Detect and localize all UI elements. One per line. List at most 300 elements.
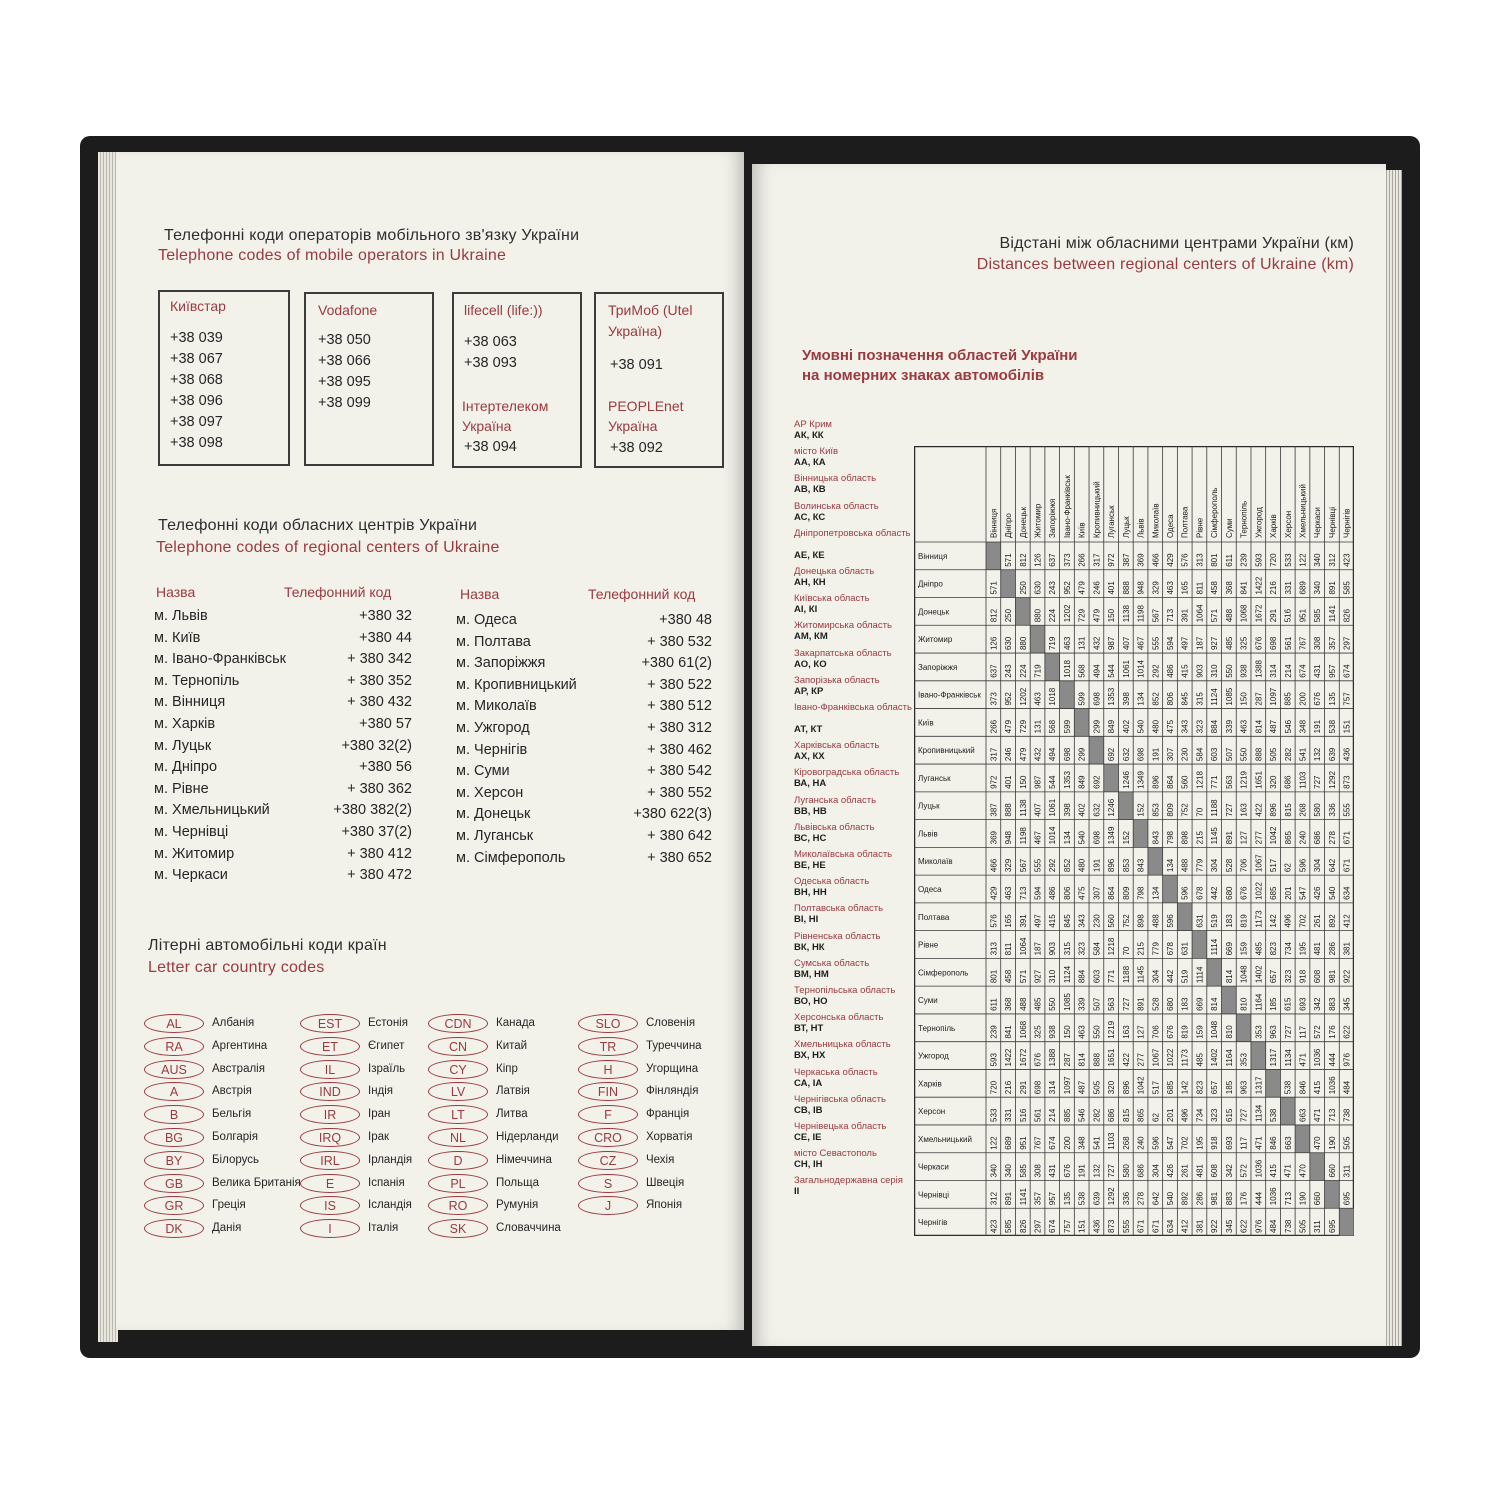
region-name: Одеська область (794, 876, 870, 888)
region-name: Дніпропетровська область (794, 527, 911, 539)
distance-value: 426 (1313, 886, 1323, 900)
distance-value: 1085 (1062, 993, 1072, 1011)
phone-code: +380 622(3) (633, 806, 712, 823)
row-city-label: Чернівці (918, 1190, 950, 1200)
distance-value: 880 (1018, 636, 1028, 651)
row-city-label: Миколаїв (918, 857, 953, 867)
distance-value: 494 (1092, 664, 1102, 678)
distance-value: 1018 (1062, 660, 1072, 678)
distance-value: 632 (1092, 803, 1102, 817)
distance-value: 686 (1313, 831, 1323, 845)
distance-value: 132 (1092, 1164, 1102, 1178)
region-name: Полтавська область (794, 903, 884, 915)
distance-value: 1349 (1107, 826, 1117, 845)
distance-value: 215 (1195, 831, 1205, 845)
distance-value: 779 (1151, 942, 1161, 956)
distance-value: 1173 (1180, 1049, 1190, 1067)
distance-value: 150 (1062, 1025, 1072, 1039)
distance-value: 896 (1107, 858, 1117, 873)
distance-value: 497 (1180, 636, 1190, 651)
country-code-badge: PL (428, 1174, 488, 1193)
distance-value: 948 (1004, 831, 1014, 845)
distance-value: 340 (989, 1164, 999, 1178)
column-city-label: Миколаїв (1151, 503, 1161, 538)
distance-value: 981 (1210, 1191, 1220, 1206)
distance-value: 470 (1298, 1164, 1308, 1178)
country-name: Франція (646, 1108, 690, 1121)
country-codes-title-en: Letter car country codes (148, 959, 325, 976)
column-header-code: Телефонний код (588, 586, 696, 602)
distance-value: 727 (1224, 803, 1234, 817)
distance-value: 547 (1298, 886, 1308, 900)
distance-value: 152 (1121, 831, 1131, 845)
country-code-badge: F (578, 1105, 638, 1124)
row-city-label: Херсон (918, 1107, 946, 1117)
distance-value: 132 (1313, 747, 1323, 762)
distance-value: 488 (1018, 997, 1028, 1011)
distance-value: 191 (1092, 858, 1102, 873)
distance-value: 727 (1313, 775, 1323, 789)
region-name: Житомирська область (794, 620, 892, 632)
phone-code: +380 44 (359, 629, 412, 646)
distance-value: 479 (1092, 608, 1102, 623)
distance-value: 325 (1033, 1025, 1043, 1039)
distance-value: 339 (1077, 997, 1087, 1011)
distance-value: 415 (1180, 664, 1190, 678)
distance-value: 952 (1004, 692, 1014, 706)
country-code-badge: IL (300, 1060, 360, 1079)
distance-value: 865 (1283, 831, 1293, 845)
city-name: м. Сімферополь (456, 849, 566, 866)
operator-name: ТриМоб (Utel Україна) (608, 302, 693, 339)
distance-value: 622 (1342, 1025, 1352, 1039)
region-plate-codes: ВІ, НІ (794, 914, 819, 926)
diagonal-cell (1295, 1125, 1310, 1153)
mobile-title-ua: Телефонні коди операторів мобільного зв'язку України (164, 227, 580, 244)
distance-value: 150 (1239, 692, 1249, 706)
distance-value: 1651 (1254, 771, 1264, 789)
distance-value: 239 (989, 1025, 999, 1039)
distance-value: 767 (1033, 1136, 1043, 1150)
left-page (116, 152, 744, 1330)
distance-value: 843 (1136, 858, 1146, 873)
country-code-badge: S (578, 1174, 638, 1193)
column-city-label: Житомир (1033, 503, 1043, 538)
phone-code: + 380 412 (347, 845, 412, 862)
distance-value: 126 (1033, 553, 1043, 567)
diagonal-cell (1325, 1180, 1340, 1208)
distance-value: 678 (1166, 942, 1175, 956)
operator-name: Інтертелеком Україна (462, 398, 549, 434)
distance-value: 463 (1239, 719, 1249, 734)
distance-value: 686 (1107, 1108, 1117, 1122)
distance-value: 798 (1136, 886, 1146, 900)
distance-value: 1022 (1166, 1048, 1175, 1067)
distance-value: 429 (1166, 553, 1175, 567)
distance-value: 310 (1048, 969, 1058, 984)
diagonal-cell (1118, 792, 1133, 820)
distance-value: 563 (1224, 775, 1234, 789)
distance-value: 987 (1033, 775, 1043, 789)
distance-value: 927 (1033, 969, 1043, 984)
distance-value: 560 (1107, 914, 1117, 928)
distance-value: 713 (1018, 886, 1028, 900)
country-code-badge: H (578, 1060, 638, 1079)
distance-value: 152 (1136, 803, 1146, 817)
distance-value: 734 (1195, 1108, 1205, 1122)
distance-value: 1219 (1239, 771, 1249, 789)
distance-value: 798 (1166, 831, 1175, 845)
operator-code: +38 091 (610, 357, 663, 373)
distance-value: 407 (1033, 803, 1043, 817)
city-name: м. Дніпро (154, 759, 218, 776)
distance-value: 308 (1033, 1164, 1043, 1178)
distance-value: 496 (1180, 1108, 1190, 1122)
distance-value: 631 (1195, 914, 1205, 928)
region-name: Івано-Франківська область (794, 702, 912, 713)
distance-value: 841 (1239, 581, 1249, 595)
region-plate-codes: ВО, НО (794, 996, 828, 1007)
distance-value: 596 (1151, 1136, 1161, 1150)
distance-value: 191 (1077, 1164, 1087, 1178)
distance-value: 680 (1166, 997, 1175, 1011)
distance-value: 471 (1254, 1136, 1264, 1150)
column-city-label: Черкаси (1313, 507, 1323, 538)
column-city-label: Луцьк (1121, 516, 1131, 538)
operator-code: +38 093 (464, 355, 517, 371)
row-city-label: Полтава (918, 912, 950, 922)
distance-value: 391 (1018, 914, 1028, 928)
city-name: м. Івано-Франківськ (154, 651, 286, 668)
mobile-title-en: Telephone codes of mobile operators in Ukraine (158, 247, 507, 264)
distance-value: 315 (1062, 942, 1072, 956)
distance-value: 1134 (1283, 1049, 1293, 1067)
region-name: Сумська область (794, 957, 870, 969)
distance-value: 519 (1180, 969, 1190, 984)
distance-value: 134 (1062, 831, 1072, 845)
distance-value: 387 (989, 803, 999, 817)
distance-value: 1036 (1254, 1159, 1264, 1178)
distance-value: 853 (1151, 803, 1161, 817)
distance-value: 898 (1136, 914, 1146, 928)
distance-value: 191 (1313, 719, 1323, 734)
distance-value: 885 (1283, 692, 1293, 706)
distances-title-ua: Відстані між обласними центрами України (км) (999, 235, 1354, 252)
distance-value: 311 (1342, 1164, 1352, 1178)
distance-value: 713 (1327, 1108, 1337, 1122)
phone-code: +380 37(2) (341, 824, 412, 840)
country-name: Кіпр (496, 1062, 518, 1075)
region-plate-codes: АК, КК (794, 430, 824, 441)
city-name: м. Суми (456, 763, 510, 780)
distance-value: 458 (1004, 969, 1014, 984)
distance-value: 678 (1195, 886, 1205, 900)
distance-value: 488 (1180, 858, 1190, 873)
distance-value: 814 (1254, 719, 1264, 734)
distance-value: 1048 (1210, 1020, 1220, 1039)
country-code-badge: IS (300, 1196, 360, 1215)
distance-value: 1103 (1298, 771, 1308, 789)
distance-value: 479 (1077, 581, 1087, 595)
country-name: Німеччина (496, 1153, 552, 1166)
distance-value: 176 (1239, 1191, 1249, 1206)
distance-value: 239 (1239, 553, 1249, 567)
distance-value: 544 (1107, 664, 1117, 678)
distance-value: 810 (1224, 1025, 1234, 1039)
distance-value: 163 (1121, 1025, 1131, 1039)
country-code-badge: AUS (144, 1060, 204, 1079)
country-name: Фінляндія (646, 1085, 699, 1098)
diagonal-cell (1030, 625, 1045, 653)
distance-value: 117 (1239, 1136, 1249, 1150)
distance-value: 826 (1018, 1219, 1028, 1233)
country-code-badge: EST (300, 1014, 360, 1033)
distance-value: 479 (1004, 719, 1014, 734)
distance-value: 517 (1269, 858, 1279, 873)
distance-value: 183 (1224, 914, 1234, 928)
distance-value: 823 (1269, 942, 1279, 956)
distance-value: 331 (1283, 581, 1293, 595)
distance-value: 250 (1004, 608, 1014, 623)
distance-value: 195 (1195, 1136, 1205, 1150)
distance-value: 541 (1298, 747, 1308, 762)
distance-value: 528 (1224, 858, 1234, 873)
country-code-badge: LV (428, 1082, 488, 1101)
region-plate-codes: ВА, НА (794, 778, 827, 790)
row-city-label: Черкаси (918, 1162, 949, 1172)
distance-value: 819 (1239, 914, 1249, 928)
operator-name: Vodafone (318, 302, 378, 318)
distance-value: 698 (1033, 1080, 1043, 1095)
distance-value: 484 (1269, 1219, 1279, 1233)
column-city-label: Вінниця (989, 508, 999, 538)
distance-value: 268 (1298, 803, 1308, 817)
row-city-label: Київ (918, 718, 934, 728)
distance-value: 957 (1327, 664, 1337, 678)
city-name: м. Тернопіль (154, 672, 240, 689)
distance-value: 845 (1180, 692, 1190, 706)
distance-value: 571 (1018, 969, 1028, 984)
column-header-name: Назва (156, 584, 196, 600)
page-edges-left (98, 152, 118, 1342)
distance-value: 538 (1327, 719, 1337, 734)
distance-value: 292 (1151, 664, 1161, 678)
country-name: Канада (496, 1017, 535, 1029)
distance-value: 436 (1092, 1219, 1102, 1233)
region-plate-codes: СВ, ІВ (794, 1104, 823, 1116)
distance-value: 150 (1018, 775, 1028, 789)
country-name: Хорватія (646, 1131, 693, 1143)
country-name: Словенія (646, 1017, 696, 1029)
distance-value: 1103 (1107, 1132, 1117, 1150)
distance-value: 369 (1136, 553, 1146, 567)
distance-value: 1651 (1107, 1048, 1117, 1067)
distance-value: 727 (1239, 1108, 1249, 1122)
distance-value: 720 (989, 1080, 999, 1095)
distance-value: 1068 (1018, 1020, 1028, 1039)
distance-value: 1219 (1107, 1020, 1117, 1039)
distance-value: 719 (1048, 636, 1058, 651)
distance-value: 134 (1136, 692, 1146, 706)
region-name: Київська область (794, 593, 870, 605)
row-city-label: Хмельницький (918, 1134, 972, 1144)
distance-value: 1202 (1062, 604, 1072, 623)
column-city-label: Херсон (1283, 510, 1293, 538)
distance-value: 516 (1018, 1108, 1028, 1122)
distance-value: 348 (1077, 1136, 1087, 1150)
distance-value: 676 (1166, 1025, 1175, 1039)
diagonal-cell (1192, 931, 1207, 959)
country-name: Латвія (496, 1085, 530, 1098)
distance-value: 680 (1224, 886, 1234, 900)
country-code-badge: NL (428, 1128, 488, 1147)
distance-value: 369 (989, 831, 999, 845)
distance-value: 485 (1033, 997, 1043, 1011)
country-code-badge: BY (144, 1151, 204, 1170)
distance-value: 811 (1004, 942, 1014, 956)
distance-value: 972 (989, 775, 999, 789)
distance-value: 343 (1180, 719, 1190, 734)
distance-value: 811 (1195, 581, 1205, 595)
row-city-label: Харків (918, 1079, 942, 1089)
diagonal-cell (1104, 764, 1119, 792)
plates-title-line2: на номерних знаках автомобілів (802, 367, 1045, 384)
diagonal-cell (1222, 986, 1237, 1014)
distance-value: 819 (1180, 1025, 1190, 1039)
distance-value: 277 (1136, 1053, 1146, 1067)
country-code-badge: TR (578, 1037, 638, 1056)
distance-value: 671 (1342, 831, 1352, 845)
distance-value: 671 (1136, 1219, 1146, 1233)
distance-value: 685 (1269, 886, 1279, 900)
distance-value: 1036 (1327, 1076, 1337, 1095)
operator-code: +38 063 (464, 334, 517, 350)
city-name: м. Луцьк (154, 737, 212, 754)
distance-value: 642 (1151, 1191, 1161, 1206)
distance-value: 475 (1166, 719, 1175, 734)
distance-value: 494 (1048, 747, 1058, 762)
distance-value: 292 (1048, 858, 1058, 873)
distance-value: 348 (1298, 719, 1308, 734)
distance-value: 127 (1239, 831, 1249, 845)
distance-value: 311 (1313, 1220, 1323, 1233)
distance-value: 698 (1062, 747, 1072, 762)
country-name: Туреччина (646, 1039, 702, 1052)
distance-value: 729 (1077, 608, 1087, 623)
distance-value: 1134 (1254, 1104, 1264, 1122)
distance-value: 669 (1195, 997, 1205, 1011)
phone-code: +380 32 (359, 608, 412, 624)
distance-value: 320 (1107, 1080, 1117, 1095)
distance-value: 841 (1004, 1025, 1014, 1039)
distance-value: 555 (1342, 803, 1352, 817)
distance-value: 246 (1092, 581, 1102, 595)
distance-value: 480 (1077, 858, 1087, 873)
distance-value: 550 (1239, 747, 1249, 762)
distance-value: 801 (1210, 553, 1220, 567)
column-city-label: Івано-Франківськ (1062, 475, 1072, 538)
operator-code: +38 098 (170, 435, 223, 451)
distance-value: 308 (1313, 636, 1323, 651)
distance-value: 642 (1327, 858, 1337, 873)
distance-value: 317 (989, 747, 999, 762)
distance-value: 738 (1342, 1108, 1352, 1122)
distance-value: 843 (1151, 831, 1161, 845)
distance-value: 135 (1327, 692, 1337, 706)
distance-value: 191 (1151, 747, 1161, 762)
distance-value: 734 (1283, 942, 1293, 956)
distance-value: 631 (1180, 942, 1190, 956)
distance-value: 567 (1018, 858, 1028, 873)
distance-value: 307 (1092, 886, 1102, 900)
distance-value: 471 (1283, 1164, 1293, 1178)
distance-value: 429 (989, 886, 999, 900)
distance-value: 195 (1298, 942, 1308, 956)
region-name: Рівненська область (794, 930, 881, 942)
distance-value: 567 (1151, 608, 1161, 623)
distance-value: 639 (1092, 1191, 1102, 1206)
distance-value: 486 (1048, 886, 1058, 900)
distance-value: 561 (1033, 1108, 1043, 1122)
distance-value: 336 (1121, 1191, 1131, 1206)
distance-value: 432 (1092, 636, 1102, 651)
distance-value: 845 (1062, 914, 1072, 928)
distance-value: 693 (1224, 1136, 1234, 1150)
country-name: Ізраїль (368, 1062, 406, 1075)
distance-value: 1124 (1062, 965, 1072, 984)
distance-value: 201 (1166, 1108, 1175, 1122)
distance-value: 630 (1004, 636, 1014, 651)
country-name: Угорщина (646, 1062, 699, 1075)
column-header-name: Назва (460, 586, 500, 602)
distance-value: 519 (1210, 914, 1220, 928)
city-name: м. Запоріжжя (456, 655, 546, 672)
city-name: м. Одеса (456, 612, 517, 628)
distance-value: 888 (1121, 581, 1131, 595)
region-plate-codes: СН, ІН (794, 1159, 823, 1171)
row-city-label: Луганськ (918, 773, 951, 783)
distance-value: 757 (1062, 1219, 1072, 1233)
distance-value: 637 (1048, 553, 1058, 567)
distance-value: 481 (1195, 1164, 1205, 1178)
country-code-badge: IRL (300, 1151, 360, 1170)
distance-value: 873 (1342, 775, 1352, 789)
distance-value: 216 (1004, 1080, 1014, 1095)
distance-value: 540 (1327, 886, 1337, 900)
distance-value: 304 (1210, 858, 1220, 873)
city-name: м. Кропивницький (456, 676, 577, 693)
distance-value: 142 (1269, 914, 1279, 928)
distance-value: 846 (1269, 1136, 1279, 1150)
column-city-label: Одеса (1166, 514, 1175, 538)
region-name: Вінницька область (794, 473, 877, 485)
distance-value: 516 (1283, 608, 1293, 623)
country-name: Австралія (212, 1062, 265, 1075)
diagonal-cell (1133, 820, 1148, 848)
distance-value: 407 (1121, 636, 1131, 651)
distance-value: 948 (1136, 581, 1146, 595)
diagonal-cell (1339, 1208, 1354, 1236)
distance-value: 323 (1210, 1108, 1220, 1122)
region-plate-codes: II (794, 1186, 800, 1198)
distance-value: 702 (1298, 914, 1308, 928)
region-plate-codes: ВК, НК (794, 941, 825, 953)
country-code-badge: IND (300, 1082, 360, 1101)
region-plate-codes: ВС, НС (794, 832, 827, 844)
country-name: Італія (368, 1222, 399, 1235)
distance-value: 603 (1092, 969, 1102, 984)
operator-name: PEOPLEnet Україна (608, 398, 684, 434)
